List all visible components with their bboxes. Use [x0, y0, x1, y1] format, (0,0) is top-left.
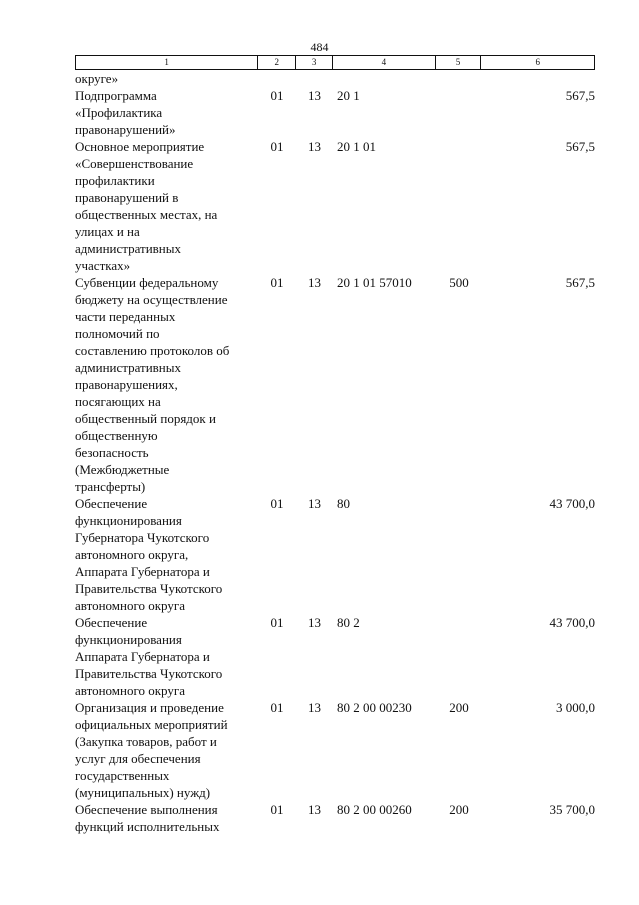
table-header-row [75, 55, 595, 70]
row-subsection: 13 [308, 615, 321, 630]
row-name: Обеспечение функционирования Аппарата Губернатора и Правительства Чукотского автономного округа [75, 615, 223, 698]
row-amount: 35 700,0 [549, 802, 595, 817]
row-expense-type: 200 [449, 700, 469, 715]
row-name: Субвенции федеральному бюджету на осуществление части переданных полномочий по составлению протоколов об административных правонарушениях, посягающих на общественный порядок и общественную безопасность (Межбюджетные трансферты) [75, 275, 230, 494]
row-amount: 3 000,0 [556, 700, 595, 715]
row-amount: 567,5 [565, 139, 595, 154]
row-target-code: 20 1 01 57010 [337, 275, 412, 290]
row-target-code: 20 1 01 [337, 139, 376, 154]
row-name: Основное мероприятие «Совершенствование профилактики правонарушений в общественных местах, на улицах и на административных участках» [75, 139, 218, 273]
row-subsection: 13 [308, 88, 321, 103]
row-target-code: 80 2 00 00230 [337, 700, 412, 715]
row-section: 01 [270, 802, 284, 817]
row-target-code: 80 2 [337, 615, 360, 630]
row-amount: 567,5 [565, 275, 595, 290]
table-row [75, 699, 595, 801]
row-name: округе» [75, 71, 119, 86]
row-target-code: 80 [337, 496, 350, 511]
table-row [75, 495, 595, 614]
row-name: Подпрограмма «Профилактика правонарушений» [75, 88, 176, 137]
row-section: 01 [270, 139, 284, 154]
row-section: 01 [270, 275, 284, 290]
table-row [75, 614, 595, 699]
row-section: 01 [270, 615, 284, 630]
row-name: Обеспечение выполнения функций исполнительных [75, 802, 220, 834]
row-subsection: 13 [308, 139, 321, 154]
row-subsection: 13 [308, 275, 321, 290]
header-col-4: 4 [333, 56, 436, 69]
row-amount: 43 700,0 [549, 615, 595, 630]
table-row [75, 274, 595, 495]
header-col-3: 3 [296, 56, 333, 69]
row-amount: 567,5 [565, 88, 595, 103]
row-subsection: 13 [308, 496, 321, 511]
row-section: 01 [270, 88, 284, 103]
row-target-code: 80 2 00 00260 [337, 802, 412, 817]
page-number: 484 [310, 40, 329, 54]
row-name: Обеспечение функционирования Губернатора Чукотского автономного округа, Аппарата Губернатора и Правительства Чукотского автономного округа [75, 496, 223, 613]
row-subsection: 13 [308, 802, 321, 817]
row-name: Организация и проведение официальных мероприятий (Закупка товаров, работ и услуг для обеспечения государственных (муниципальных) нужд) [75, 700, 228, 800]
row-amount: 43 700,0 [549, 496, 595, 511]
table-row [75, 801, 595, 835]
header-col-2: 2 [258, 56, 296, 69]
row-subsection: 13 [308, 700, 321, 715]
header-col-5: 5 [436, 56, 482, 69]
header-col-6: 6 [535, 57, 540, 67]
header-col-1: 1 [76, 56, 258, 69]
row-section: 01 [270, 700, 284, 715]
row-target-code: 20 1 [337, 88, 360, 103]
table-row [75, 70, 595, 87]
table-body [75, 70, 595, 835]
row-section: 01 [270, 496, 284, 511]
table-row [75, 87, 595, 138]
row-expense-type: 200 [449, 802, 469, 817]
row-expense-type: 500 [449, 275, 469, 290]
table-row [75, 138, 595, 274]
